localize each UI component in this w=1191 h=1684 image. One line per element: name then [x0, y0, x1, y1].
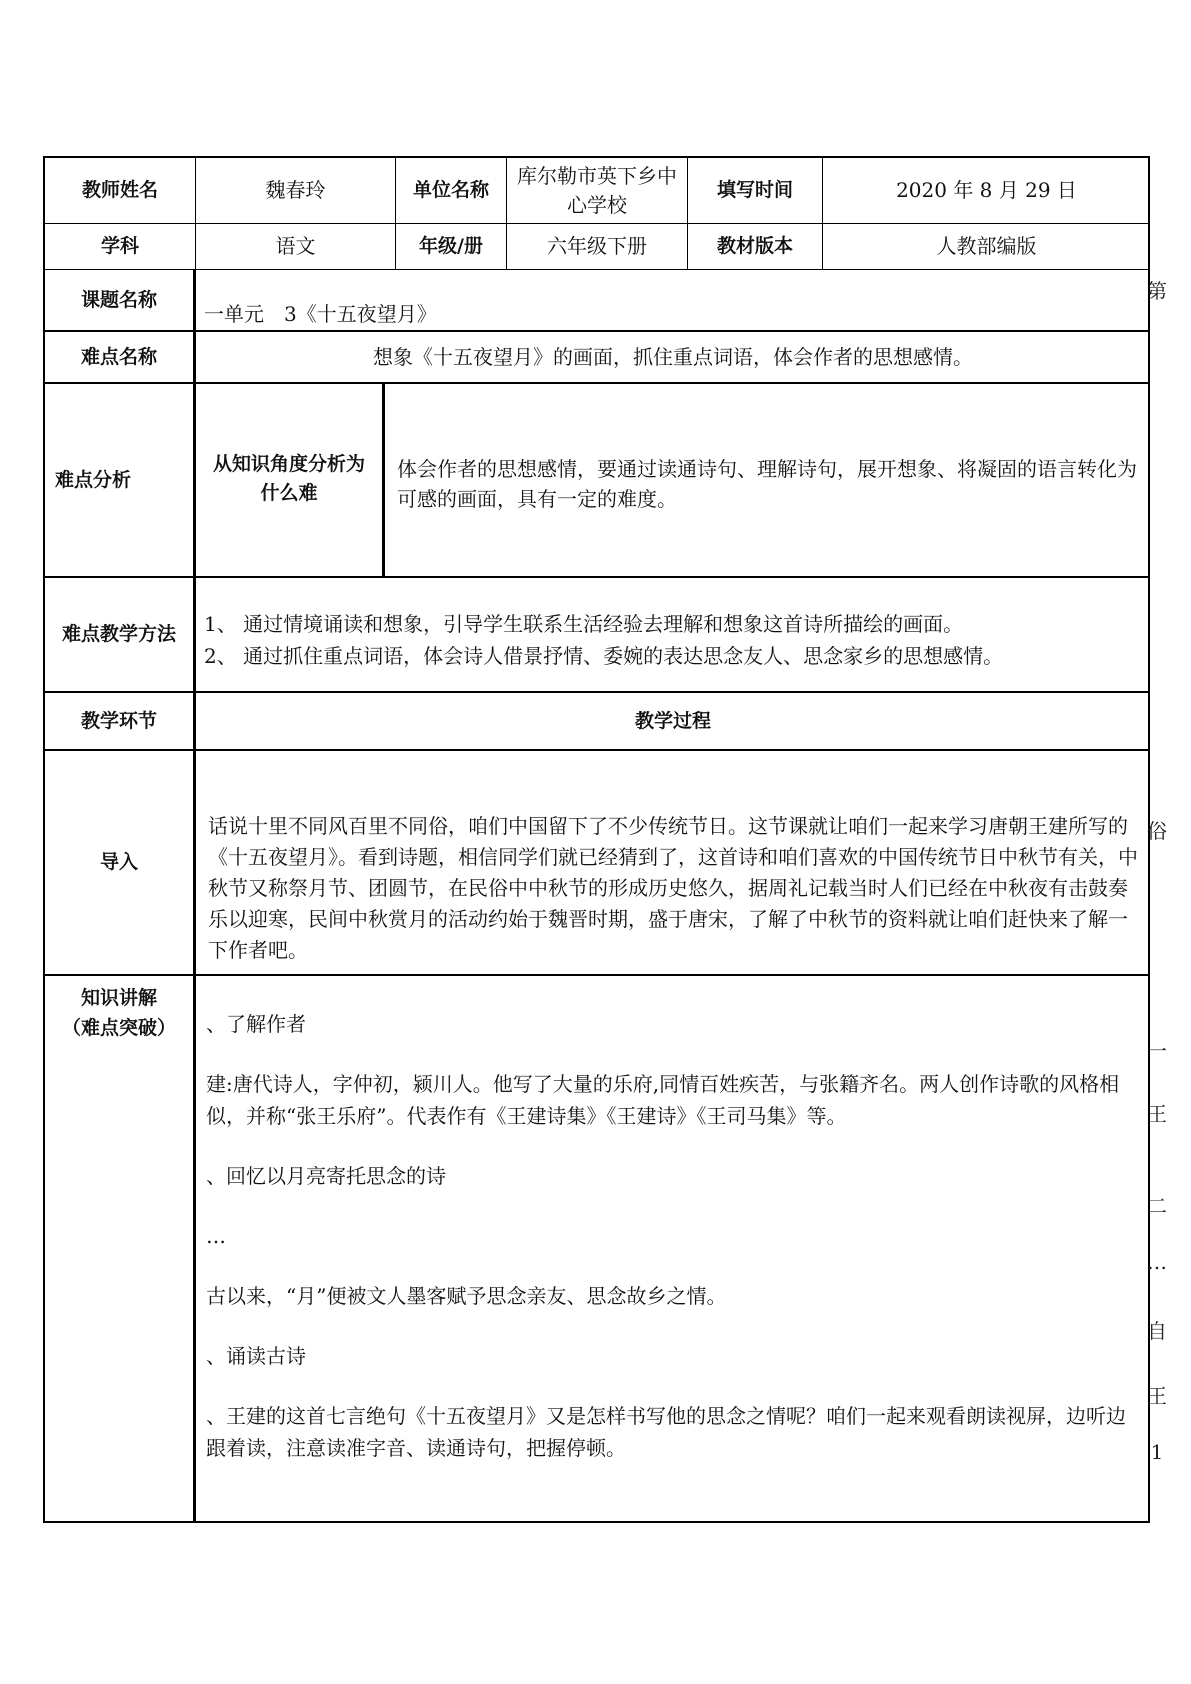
knowledge-para-5: 古以来，“月”便被文人墨客赋予思念亲友、思念故乡之情。 [206, 1284, 727, 1308]
fill-time-label: 填写时间 [688, 158, 823, 224]
process-header-value: 教学过程 [196, 693, 1150, 751]
lesson-plan-table [43, 156, 1150, 1523]
knowledge-label-cell [45, 976, 196, 1523]
analysis-text: 体会作者的思想感情，要通过读通诗句、理解诗句，展开想象、将凝固的语言转化为可感的画面，具有一定的难度。 [397, 457, 1137, 511]
unit-name-label: 单位名称 [396, 158, 507, 224]
margin-note-2: 俗 [1147, 819, 1167, 843]
intro-cell [196, 751, 1150, 976]
difficulty-label: 难点名称 [45, 332, 196, 384]
intro-label: 导入 [45, 751, 196, 976]
knowledge-para-4: … [206, 1224, 226, 1248]
difficulty-value: 想象《十五夜望月》的画面，抓住重点词语，体会作者的思想感情。 [196, 332, 1150, 384]
knowledge-para-3: 、回忆以月亮寄托思念的诗 [206, 1164, 446, 1188]
method-item-2: 2、 通过抓住重点词语，体会诗人借景抒情、委婉的表达思念友人、思念家乡的思想感情。 [204, 644, 1004, 668]
margin-note-6: … [1147, 1250, 1167, 1274]
margin-note-7: 自 [1147, 1319, 1167, 1343]
knowledge-para-1: 、了解作者 [206, 1012, 306, 1036]
knowledge-para-6: 、诵读古诗 [206, 1344, 306, 1368]
margin-note-5: 二 [1147, 1194, 1167, 1218]
edition-label: 教材版本 [688, 224, 823, 270]
knowledge-para-2: 建:唐代诗人，字仲初，颍川人。他写了大量的乐府,同情百姓疾苦，与张籍齐名。两人创作诗歌的风格相似，并称“张王乐府”。代表作有《王建诗集》《王建诗》《王司马集》等。 [206, 1072, 1120, 1128]
subject-label: 学科 [45, 224, 196, 270]
margin-note-8: 王 [1147, 1384, 1167, 1408]
analysis-sub-label: 从知识角度分析为什么难 [196, 384, 385, 578]
subject-value: 语文 [196, 224, 396, 270]
method-cell [196, 578, 1150, 693]
grade-value: 六年级下册 [507, 224, 688, 270]
teacher-name-label: 教师姓名 [45, 158, 196, 224]
margin-note-1: 第 [1147, 279, 1167, 303]
knowledge-body [196, 1008, 1150, 1492]
analysis-label: 难点分析 [45, 384, 196, 578]
knowledge-sub-label: （难点突破） [61, 1017, 176, 1039]
analysis-text-cell [385, 384, 1150, 578]
method-label: 难点教学方法 [45, 578, 196, 693]
margin-note-9: 1 [1150, 1440, 1164, 1464]
knowledge-label: 知识讲解 [80, 987, 157, 1009]
knowledge-para-7: 、王建的这首七言绝句《十五夜望月》又是怎样书写他的思念之情呢？咱们一起来观看朗读视屏，边听边跟着读，注意读准字音、读通诗句，把握停顿。 [206, 1404, 1126, 1460]
unit-name-value: 库尔勒市英下乡中心学校 [507, 158, 688, 224]
knowledge-cell [196, 976, 1150, 1523]
process-step-label: 教学环节 [45, 693, 196, 751]
topic-cell [196, 270, 1150, 332]
method-item-1: 1、 通过情境诵读和想象，引导学生联系生活经验去理解和想象这首诗所描绘的画面。 [204, 612, 964, 636]
topic-label: 课题名称 [45, 270, 196, 332]
intro-text: 话说十里不同风百里不同俗，咱们中国留下了不少传统节日。这节课就让咱们一起来学习唐朝王建所写的《十五夜望月》。看到诗题，相信同学们就已经猜到了，这首诗和咱们喜欢的中国传统节日中秋节有关，中秋节又称祭月节、团圆节，在民俗中中秋节的形成历史悠久，据周礼记载当时人们已经在中秋夜有击鼓奏乐以迎寒，民间中秋赏月的活动约始于魏晋时期，盛于唐宋，了解了中秋节的资料就让咱们赶快来了解一下作者吧。 [208, 814, 1138, 962]
teacher-name-value: 魏春玲 [196, 158, 396, 224]
margin-note-3: 一 [1147, 1039, 1167, 1063]
fill-time-value: 2020 年 8 月 29 日 [823, 158, 1150, 224]
topic-value: 一单元 3《十五夜望月》 [204, 302, 437, 326]
margin-note-4: 王 [1147, 1102, 1167, 1126]
grade-label: 年级/册 [396, 224, 507, 270]
edition-value: 人教部编版 [823, 224, 1150, 270]
